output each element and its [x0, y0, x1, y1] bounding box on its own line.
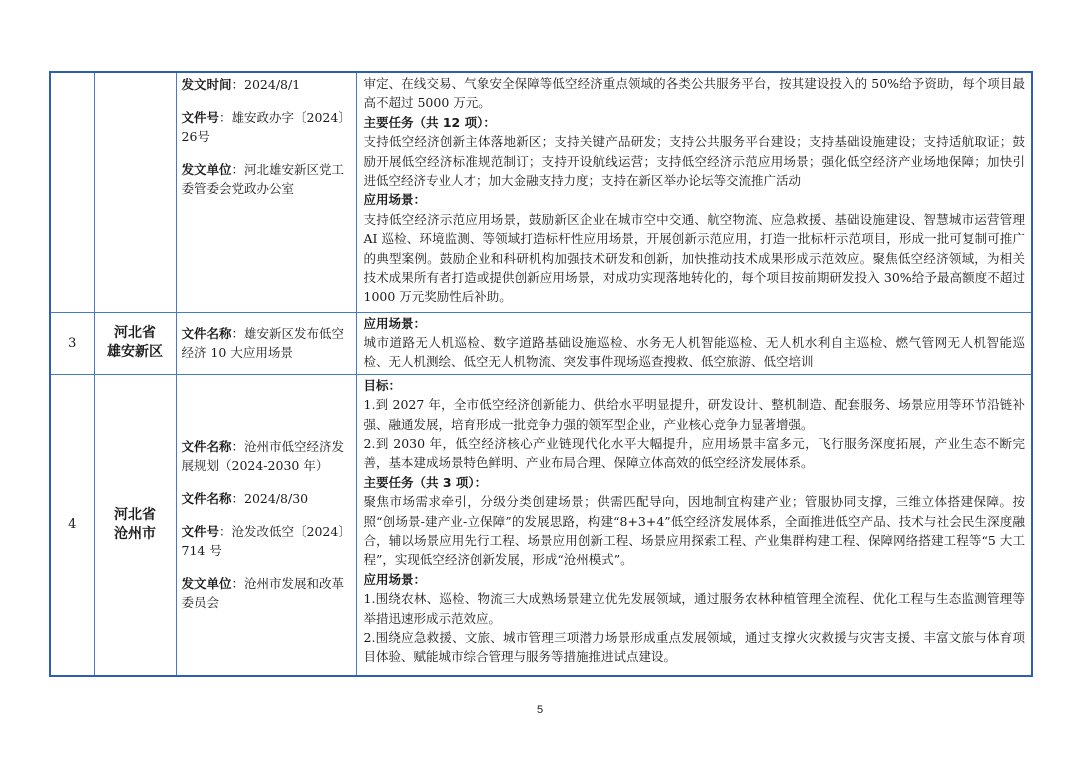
table-row	[50, 374, 1032, 676]
tasks-text: 支持低空经济创新主体落地新区；支持关键产品研发；支持公共服务平台建设；支持基础设施建设；支持适航取证；鼓励开展低空经济标准规范制订；支持开设航线运营；支持低空经济示范应用场景；强化低空经济产业场地保障；加快引进低空经济专业人才；加大金融支持力度；支持在新区举办论坛等交流推广活动	[363, 134, 1025, 189]
content-cell	[356, 374, 1032, 676]
region-city: 沧州市	[114, 525, 156, 542]
goals-heading: 目标：	[363, 377, 402, 393]
policy-table	[49, 71, 1033, 677]
document-name: 文件名称：雄安新区发布低空经济 10 大应用场景	[181, 326, 345, 361]
page-number: 5	[536, 704, 544, 716]
scenes-heading: 应用场景：	[363, 315, 427, 331]
scenes-text: 支持低空经济示范应用场景，鼓励新区企业在城市空中交通、航空物流、应急救援、基础设施建设、智慧城市运营管理 AI 巡检、环境监测、等领域打造标杆性应用场景，开展创新示范应用，打造一批标杆示范项目，形成一批可复制可推广的典型案例。鼓励企业和科研机构加强技术研发和创新，加快推动技术成果形成示范效应。聚焦低空经济领域，为相关技术成果所有者打造或提供创新应用场景，对成功实现落地转化的，每个项目按前期研发投入 30%给予最高额度不超过 1000 万元奖励性后补助。	[363, 211, 1025, 305]
region-cell	[94, 312, 176, 374]
row-number: 4	[50, 374, 94, 676]
issuing-unit: 发文单位：沧州市发展和改革委员会	[181, 576, 345, 611]
scene-item: 1.围绕农林、巡检、物流三大成熟场景建立优先发展领域，通过服务农林种植管理全流程、优化工程与生态监测管理等举措迅速形成示范效应。	[363, 591, 1025, 626]
region-province: 河北省	[114, 506, 156, 523]
scenes-text: 城市道路无人机巡检、数字道路基础设施巡检、水务无人机智能巡检、无人机水利自主巡检、燃气管网无人机智能巡检、无人机测绘、低空无人机物流、突发事件现场巡查搜救、低空旅游、低空培训	[363, 334, 1025, 370]
tasks-text: 聚焦市场需求牵引，分级分类创建场景；供需匹配导向，因地制宜构建产业；管服协同支撑，三维立体搭建保障。按照“创场景-建产业-立保障”的发展思路，构建“8+3+4”低空经济发展体系，全面推进低空产品、技术与社会民生深度融合，辅以场景应用先行工程、场景应用创新工程、场景应用探索工程、产业集群构建工程、保障网络搭建工程等“5 大工程”，实现低空经济创新发展，形成“沧州模式”。	[363, 494, 1025, 568]
goal-item: 2.到 2030 年，低空经济核心产业链现代化水平大幅提升，应用场景丰富多元，飞行服务深度拓展，产业生态不断完善，基本建成场景特色鲜明、产业布局合理、保障立体高效的低空经济发展体系。	[363, 435, 1025, 471]
scene-item: 2.围绕应急救援、文旅、城市管理三项潜力场景形成重点发展领域，通过支撑火灾救援与灾害支援、丰富文旅与体育项目体验、赋能城市综合管理与服务等措施推进试点建设。	[363, 630, 1025, 665]
issue-date: 发文时间：2024/8/1	[181, 77, 301, 92]
table-row	[50, 312, 1032, 374]
row-number-cell	[50, 72, 94, 312]
issuing-unit: 发文单位：河北雄安新区党工委管委会党政办公室	[181, 162, 345, 196]
row-number: 3	[50, 312, 94, 374]
document-name: 文件名称：沧州市低空经济发展规划（2024-2030 年）	[181, 439, 345, 474]
scenes-heading: 应用场景：	[363, 192, 427, 208]
document-info-cell	[176, 72, 356, 312]
content-cell	[356, 72, 1032, 312]
goal-item: 1.到 2027 年，全市低空经济创新能力、供给水平明显提升，研发设计、整机制造、配套服务、场景应用等环节沿链补强、融通发展，培育形成一批竞争力强的领军型企业，产业核心竞争力显著增强。	[363, 397, 1025, 432]
document-info-cell	[176, 312, 356, 374]
intro-text: 审定、在线交易、气象安全保障等低空经济重点领域的各类公共服务平台，按其建设投入的 50%给予资助，每个项目最高不超过 5000 万元。	[363, 76, 1025, 111]
scenes-heading: 应用场景：	[363, 571, 427, 587]
table-row-continued	[50, 72, 1032, 312]
document-number: 文件号：雄安政办字〔2024〕26号	[181, 110, 345, 144]
region-province: 河北省	[114, 325, 156, 342]
region-cell	[94, 72, 176, 312]
tasks-heading: 主要任务（共 12 项）：	[363, 114, 496, 130]
region-cell	[94, 374, 176, 676]
content-cell	[356, 312, 1032, 374]
document-number: 文件号：沧发改低空〔2024〕714 号	[181, 524, 345, 559]
region-city: 雄安新区	[107, 344, 163, 361]
document-info-cell	[176, 374, 356, 676]
tasks-heading: 主要任务（共 3 项）：	[363, 474, 488, 490]
issue-date: 文件名称：2024/8/30	[181, 491, 309, 507]
